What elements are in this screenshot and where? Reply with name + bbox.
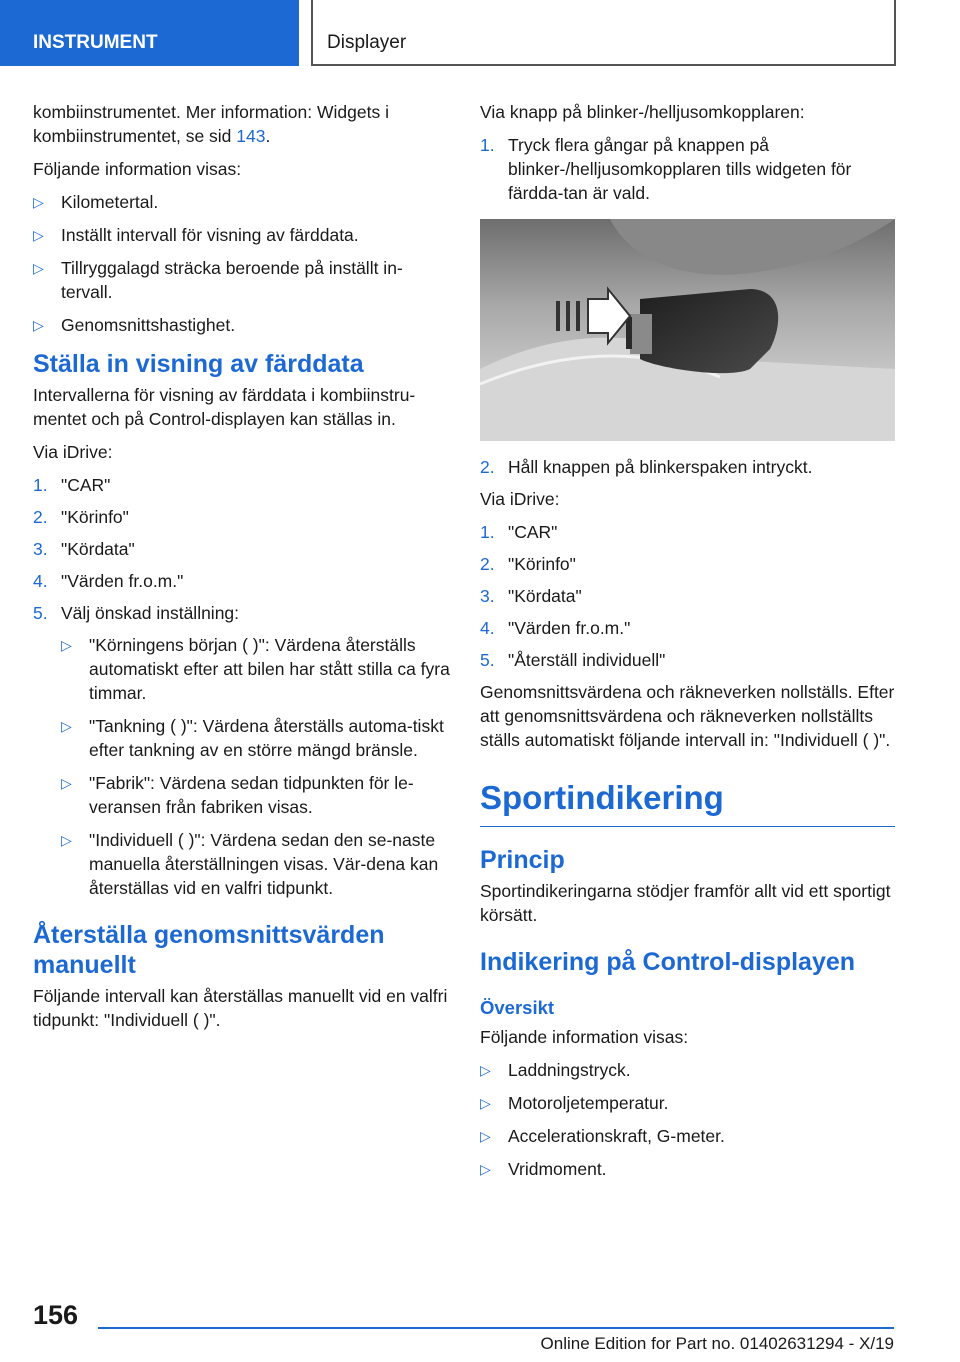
step-item: 4. "Värden fr.o.m."	[480, 618, 631, 638]
paragraph: Sportindikeringarna stödjer framför allt vid ett sportigt körsätt.	[480, 881, 891, 925]
triangle-bullet-icon: ▷	[33, 227, 44, 243]
steps-list	[480, 133, 895, 205]
triangle-bullet-icon: ▷	[480, 1062, 491, 1078]
steps-list	[480, 455, 895, 479]
step-item: 5. "Återställ individuell"	[480, 650, 666, 670]
list-item: ▷ "Körningens början ( )": Värdena återställs automatiskt efter att bilen har stått stilla ca fyra timmar.	[61, 635, 450, 703]
list-item: ▷ Inställt intervall för visning av färddata.	[33, 225, 359, 245]
step-item: 1. "CAR"	[480, 522, 558, 542]
section-tab: INSTRUMENT	[0, 0, 299, 66]
triangle-bullet-icon: ▷	[33, 260, 44, 276]
heading-set-trip-data: Ställa in visning av färddata	[33, 350, 364, 378]
stalk-illustration-svg	[480, 219, 895, 441]
step-item: 4. "Värden fr.o.m."	[33, 571, 184, 591]
step-item: 1. Tryck flera gångar på knappen på blinker-/helljusomkopplaren tills widgeten för färdda‐tan är vald.	[480, 135, 852, 203]
list-item: ▷ Laddningstryck.	[480, 1060, 631, 1080]
left-column	[33, 100, 453, 1041]
list-item: ▷ Kilometertal.	[33, 192, 159, 212]
steps-list	[480, 520, 895, 672]
step-item: 3. "Kördata"	[33, 539, 135, 559]
steps-list	[33, 473, 453, 625]
info-intro: Följande information visas:	[33, 159, 242, 179]
paragraph: Via iDrive:	[480, 489, 560, 509]
heading-sport-display: Sportindikering	[480, 778, 895, 827]
triangle-bullet-icon: ▷	[480, 1095, 491, 1111]
triangle-bullet-icon: ▷	[61, 832, 72, 848]
step-item: 1. "CAR"	[33, 475, 111, 495]
heading-reset-averages: Återställa genomsnittsvärden manuellt	[33, 921, 385, 979]
info-list	[33, 190, 453, 337]
footer-divider	[98, 1327, 894, 1329]
paragraph: Via knapp på blinker-/helljusomkopplaren:	[480, 102, 805, 122]
triangle-bullet-icon: ▷	[33, 194, 44, 210]
right-column	[480, 100, 895, 1190]
triangle-bullet-icon: ▷	[61, 775, 72, 791]
list-item: ▷ Motoroljetemperatur.	[480, 1093, 669, 1113]
step-item: 2. Håll knappen på blinkerspaken intryckt.	[480, 457, 813, 477]
triangle-bullet-icon: ▷	[480, 1128, 491, 1144]
step-item: 5. Välj önskad inställning:	[33, 603, 240, 623]
intro-paragraph: kombiinstrumentet. Mer information: Widgets i kombiinstrumentet, se sid 143.	[33, 102, 389, 146]
paragraph: Via iDrive:	[33, 442, 113, 462]
list-item: ▷ "Fabrik": Värdena sedan tidpunkten för le‐veransen från fabriken visas.	[61, 773, 414, 817]
list-item: ▷ Vridmoment.	[480, 1159, 607, 1179]
chapter-title: Displayer	[311, 0, 896, 66]
heading-principle: Princip	[480, 846, 565, 874]
step-item: 2. "Körinfo"	[480, 554, 576, 574]
list-item: ▷ "Individuell ( )": Värdena sedan den se‐naste manuella återställningen visas. Vär‐dena kan återställas vid en valfri tidpunkt.	[61, 830, 439, 898]
paragraph: Genomsnittsvärdena och räkneverken nollställs. Efter att genomsnittsvärdena och räkneverken nollställts ställs automatiskt följande intervall in: "Individuell ( )".	[480, 682, 895, 750]
triangle-bullet-icon: ▷	[61, 637, 72, 653]
heading-overview: Översikt	[480, 997, 555, 1018]
list-item: ▷ Accelerationskraft, G-meter.	[480, 1126, 725, 1146]
paragraph: Följande information visas:	[480, 1027, 689, 1047]
page-link[interactable]: 143	[236, 126, 266, 146]
triangle-bullet-icon: ▷	[480, 1161, 491, 1177]
triangle-bullet-icon: ▷	[61, 718, 72, 734]
paragraph: Följande intervall kan återställas manuellt vid en valfri tidpunkt: "Individuell ( )".	[33, 986, 448, 1030]
paragraph: Intervallerna för visning av färddata i kombiinstru‐mentet och på Control-displayen kan ställas in.	[33, 385, 416, 429]
option-list	[61, 633, 453, 900]
stalk-button-illustration	[480, 219, 895, 441]
step-item: 2. "Körinfo"	[33, 507, 129, 527]
info-list	[480, 1058, 895, 1181]
list-item: ▷ Genomsnittshastighet.	[33, 315, 236, 335]
list-item: ▷ "Tankning ( )": Värdena återställs automa‐tiskt efter tankning av en större mängd bränsle.	[61, 716, 444, 760]
list-item: ▷ Tillryggalagd sträcka beroende på inställt in‐tervall.	[33, 258, 403, 302]
heading-control-display: Indikering på Control-displayen	[480, 948, 856, 976]
edition-info: Online Edition for Part no. 01402631294 - X/19	[540, 1334, 894, 1353]
triangle-bullet-icon: ▷	[33, 317, 44, 333]
step-item: 3. "Kördata"	[480, 586, 582, 606]
page-number: 156	[33, 1300, 79, 1330]
